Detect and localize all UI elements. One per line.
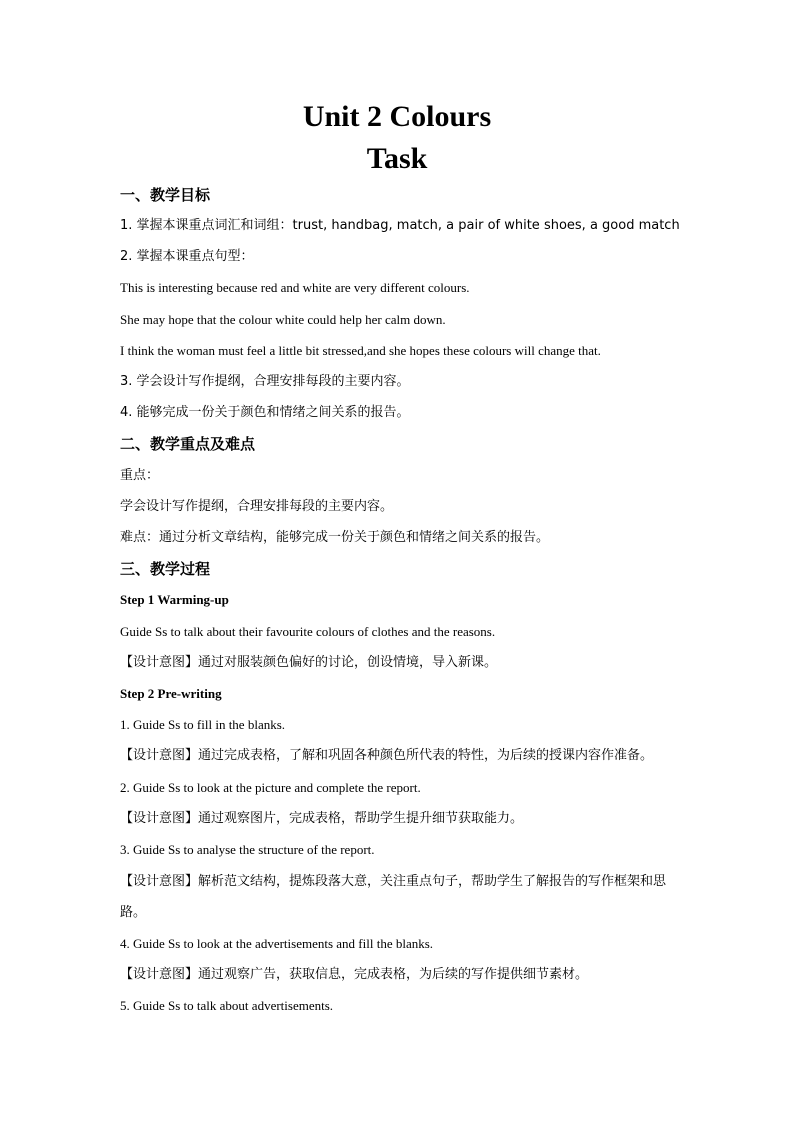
step2-item: 1. Guide Ss to fill in the blanks. [120, 717, 286, 732]
section-heading-objectives: 一、教学目标 [120, 186, 211, 204]
difficulty-text: 难点：通过分析文章结构，能够完成一份关于颜色和情绪之间关系的报告。 [120, 530, 550, 545]
step2-item: 5. Guide Ss to talk about advertisements. [120, 998, 334, 1013]
objective-item: 1. 掌握本课重点词汇和词组：trust, handbag, match, a pair of white shoes, a good match [120, 218, 680, 233]
key-sentence: I think the woman must feel a little bit stressed,and she hopes these colours will change that. [120, 343, 601, 358]
step2-design-intent: 【设计意图】通过完成表格，了解和巩固各种颜色所代表的特性，为后续的授课内容作准备。 [120, 748, 654, 763]
step2-design-intent: 【设计意图】通过观察图片，完成表格，帮助学生提升细节获取能力。 [120, 811, 524, 826]
section-heading-process: 三、教学过程 [120, 560, 211, 578]
step2-title: Step 2 Pre-writing [120, 686, 222, 701]
key-sentence: This is interesting because red and white are very different colours. [120, 280, 470, 295]
key-sentence: She may hope that the colour white could help her calm down. [120, 312, 446, 327]
section-heading-key-points: 二、教学重点及难点 [120, 435, 256, 453]
step1-design-intent: 【设计意图】通过对服装颜色偏好的讨论，创设情境，导入新课。 [120, 655, 498, 670]
step2-item: 2. Guide Ss to look at the picture and complete the report. [120, 780, 421, 795]
key-point-label: 重点： [120, 468, 160, 483]
step1-title: Step 1 Warming-up [120, 592, 229, 607]
objective-item: 3. 学会设计写作提纲，合理安排每段的主要内容。 [120, 374, 410, 389]
step2-design-intent: 【设计意图】解析范文结构，提炼段落大意，关注重点句子，帮助学生了解报告的写作框架和思路。 [120, 874, 667, 920]
key-point-text: 学会设计写作提纲，合理安排每段的主要内容。 [120, 499, 394, 514]
step2-design-intent: 【设计意图】通过观察广告，获取信息，完成表格，为后续的写作提供细节素材。 [120, 967, 589, 982]
step2-item: 3. Guide Ss to analyse the structure of the report. [120, 842, 375, 857]
objective-item: 4. 能够完成一份关于颜色和情绪之间关系的报告。 [120, 405, 410, 420]
objective-item: 2. 掌握本课重点句型： [120, 249, 254, 264]
document-subtitle: Task [366, 142, 428, 175]
step1-text: Guide Ss to talk about their favourite colours of clothes and the reasons. [120, 624, 496, 639]
step2-item: 4. Guide Ss to look at the advertisements and fill the blanks. [120, 936, 434, 951]
document-title: Unit 2 Colours [302, 100, 492, 133]
